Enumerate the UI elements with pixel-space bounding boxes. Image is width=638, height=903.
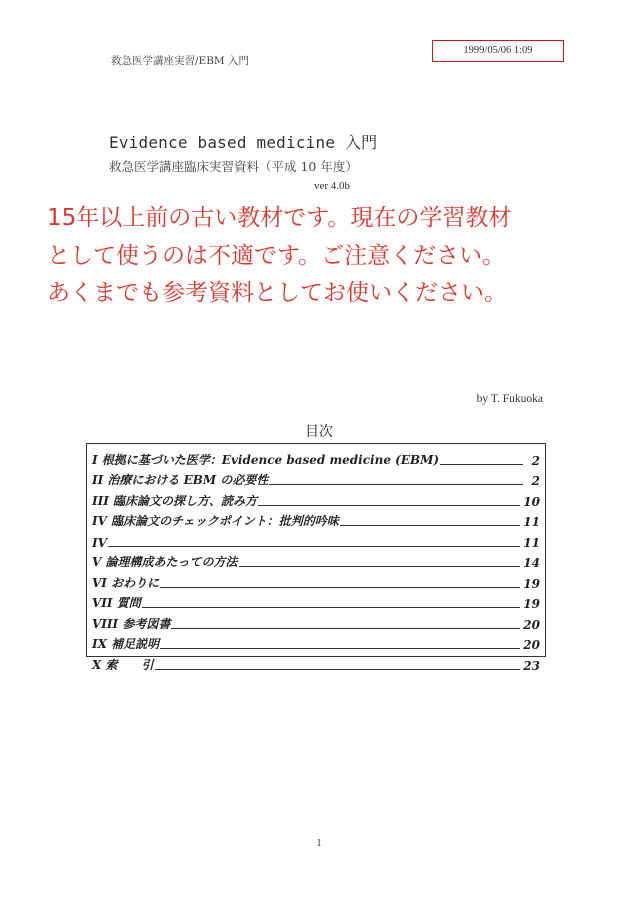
toc-entry-page: 2: [531, 474, 540, 488]
toc-entry-page: 19: [523, 597, 540, 611]
toc-leader-line: [269, 484, 523, 485]
toc-leader-line: [440, 464, 523, 465]
toc-leader-line: [239, 566, 521, 567]
toc-entry[interactable]: [92, 611, 540, 632]
warning-line: あくまでも参考資料としてお使いください。: [47, 280, 507, 306]
toc-entry-label: IV 臨床論文のチェックポイント：批判的吟味: [92, 514, 339, 528]
toc-entry-page: 11: [523, 515, 540, 529]
toc-leader-line: [155, 669, 521, 670]
author-credit: by T. Fukuoka: [476, 393, 543, 405]
toc-entry-label: VIII 参考図書: [92, 616, 171, 631]
warning-line: 15年以上前の古い教材です。現在の学習教材: [47, 205, 512, 231]
toc-entry-label: II 治療における EBM の必要性: [92, 473, 269, 487]
header-document-title: 救急医学講座実習/EBM 入門: [111, 55, 250, 67]
toc-leader-line: [171, 628, 520, 629]
toc-leader-line: [108, 546, 520, 547]
toc-entry[interactable]: [92, 550, 540, 571]
toc-entry-label: V 論理構成あたっての方法: [92, 555, 238, 569]
toc-entry-label: VI おわりに: [92, 575, 160, 590]
toc-entry-page: 20: [523, 638, 540, 652]
version-label: ver 4.0b: [313, 180, 350, 192]
toc-entry-label: III 臨床論文の探し方、読み方: [92, 493, 258, 508]
toc-entry-page: 14: [523, 556, 540, 570]
toc-leader-line: [258, 505, 520, 506]
document-subtitle: 救急医学講座臨床実習資料（平成 10 年度）: [109, 159, 358, 174]
toc-entry[interactable]: [92, 529, 540, 550]
toc-entry[interactable]: [92, 591, 540, 612]
table-of-contents: [86, 443, 546, 673]
toc-entry[interactable]: [92, 632, 540, 653]
toc-entry-label: VII 質問: [92, 596, 141, 610]
toc-entry-page: 10: [523, 494, 540, 509]
toc-entry-label: IX 補足説明: [92, 637, 160, 651]
toc-leader-line: [160, 648, 520, 649]
toc-entry-page: 23: [523, 658, 540, 673]
toc-leader-line: [340, 525, 521, 526]
page-number: 1: [316, 838, 322, 849]
warning-notice: [47, 200, 607, 313]
toc-entry-page: 2: [531, 453, 540, 468]
toc-entry-label: IV: [92, 535, 107, 550]
toc-heading: 目次: [305, 424, 333, 440]
toc-entry-page: 11: [523, 535, 540, 550]
toc-leader-line: [142, 607, 521, 608]
toc-entry-page: 20: [523, 617, 540, 632]
toc-entry-page: 19: [523, 576, 540, 591]
document-title: Evidence based medicine 入門: [109, 133, 378, 152]
toc-entry[interactable]: [92, 652, 540, 673]
toc-entry[interactable]: [92, 468, 540, 489]
toc-entry[interactable]: [92, 447, 540, 468]
toc-entry[interactable]: [92, 509, 540, 530]
toc-leader-line: [160, 587, 520, 588]
toc-entry[interactable]: [92, 570, 540, 591]
warning-line: として使うのは不適です。ご注意ください。: [47, 242, 506, 269]
header-date-box: 1999/05/06 1:09: [432, 40, 564, 62]
toc-entry-label: X 索 引: [92, 657, 154, 672]
toc-entry-label: I 根拠に基づいた医学：Evidence based medicine (EBM): [92, 452, 440, 467]
toc-entry[interactable]: [92, 488, 540, 509]
